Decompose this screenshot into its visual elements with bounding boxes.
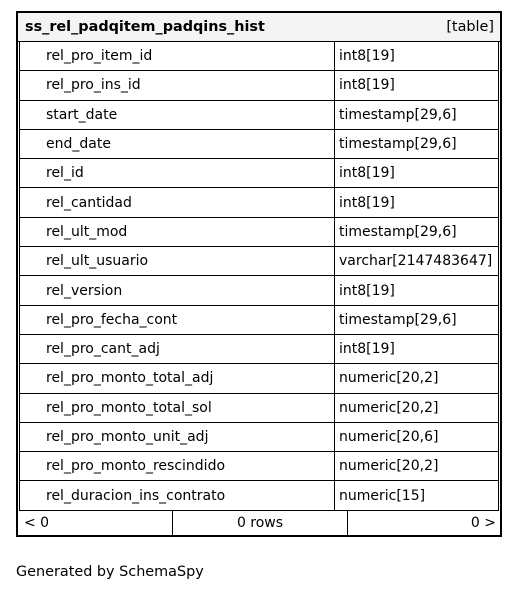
column-name: rel_version (20, 276, 335, 304)
column-name: rel_ult_mod (20, 218, 335, 246)
column-type: timestamp[29,6] (339, 136, 457, 153)
column-type: int8[19] (339, 194, 395, 211)
column-row (19, 306, 499, 335)
column-name: rel_ult_usuario (20, 247, 335, 275)
column-name: rel_pro_ins_id (20, 71, 335, 99)
column-row (19, 247, 499, 276)
column-name: end_date (20, 130, 335, 158)
column-row (19, 42, 499, 71)
column-name: rel_duracion_ins_contrato (20, 481, 335, 509)
column-name: rel_pro_cant_adj (20, 335, 335, 363)
column-name: start_date (20, 101, 335, 129)
column-type: numeric[15] (339, 487, 426, 504)
column-row (19, 481, 499, 510)
column-row (19, 335, 499, 364)
column-row (19, 218, 499, 247)
column-type: int8[19] (339, 77, 395, 94)
column-type: timestamp[29,6] (339, 106, 457, 123)
column-name: rel_pro_monto_rescindido (20, 452, 335, 480)
column-type: numeric[20,6] (339, 429, 439, 445)
column-name: rel_pro_item_id (20, 42, 335, 70)
column-type: int8[19] (339, 282, 395, 299)
column-name: rel_pro_monto_unit_adj (20, 423, 335, 451)
generated-by-text: Generated by SchemaSpy (16, 564, 204, 580)
column-row (19, 71, 499, 100)
table-kind: [table] (446, 19, 494, 35)
column-type: numeric[20,2] (339, 458, 439, 475)
column-type: numeric[20,2] (339, 370, 439, 387)
column-type: timestamp[29,6] (339, 311, 457, 328)
column-name: rel_id (20, 159, 335, 187)
column-row (19, 130, 499, 159)
column-type: timestamp[29,6] (339, 223, 457, 240)
table-entity (16, 11, 502, 537)
column-type: int8[19] (339, 165, 395, 182)
column-name: rel_pro_fecha_cont (20, 306, 335, 334)
column-list (18, 42, 500, 511)
parent-count: < 0 (18, 511, 173, 535)
row-count: 0 rows (173, 511, 348, 535)
table-footer (18, 511, 500, 535)
column-row (19, 452, 499, 481)
column-row (19, 188, 499, 217)
table-name: ss_rel_padqitem_padqins_hist (25, 19, 265, 35)
column-type: int8[19] (339, 48, 395, 65)
child-count: 0 > (470, 514, 496, 531)
column-type: numeric[20,2] (339, 399, 439, 416)
column-row (19, 394, 499, 423)
column-name: rel_cantidad (20, 188, 335, 216)
column-name: rel_pro_monto_total_sol (20, 394, 335, 422)
column-type: int8[19] (339, 341, 395, 358)
column-name: rel_pro_monto_total_adj (20, 364, 335, 392)
column-row (19, 364, 499, 393)
column-type: varchar[2147483647] (339, 253, 493, 270)
column-row (19, 423, 499, 452)
column-row (19, 159, 499, 188)
table-header (18, 13, 500, 42)
column-row (19, 101, 499, 130)
column-row (19, 276, 499, 305)
